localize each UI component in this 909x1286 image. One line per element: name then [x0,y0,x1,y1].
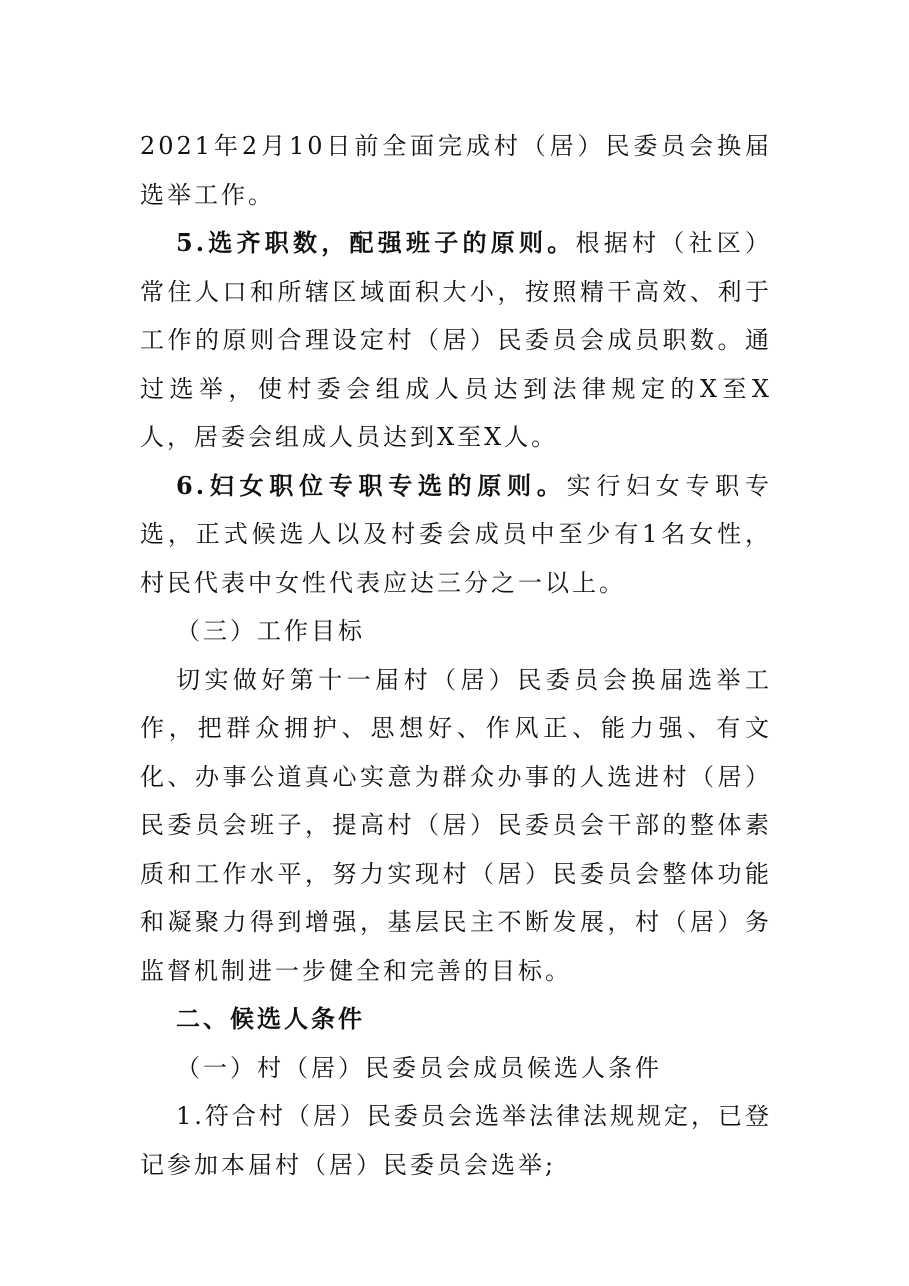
section-heading-candidate-conditions: 二、候选人条件 [176,1005,365,1033]
paragraph-principle-6 [140,462,772,608]
principle-5-body: 根据村（社区）常住人口和所辖区域面积大小，按照精干高效、利于工作的原则合理设定村（居）民委员会成员职数。通过选举，使村委会组成人员达到法律规定的X至X人，居委会组成人员达到X至X人。 [140,229,772,451]
principle-6-body: 实行妇女专职专选，正式候选人以及村委会成员中至少有1名女性，村民代表中女性代表应达三分之一以上。 [140,471,772,597]
document-body [140,122,772,1189]
paragraph-work-goals: 切实做好第十一届村（居）民委员会换届选举工作，把群众拥护、思想好、作风正、能力强、有文化、办事公道真心实意为群众办事的人选进村（居）民委员会班子，提高村（居）民委员会干部的整体素质和工作水平，努力实现村（居）民委员会整体功能和凝聚力得到增强，基层民主不断发展，村（居）务监督机制进一步健全和完善的目标。 [140,665,772,985]
paragraph-condition-1: 1.符合村（居）民委员会选举法律法规规定，已登记参加本届村（居）民委员会选举; [140,1102,772,1179]
paragraph-election-deadline: 2021年2月10日前全面完成村（居）民委员会换届选举工作。 [140,132,772,209]
sub-heading-committee-candidates: （一）村（居）民委员会成员候选人条件 [176,1053,662,1082]
principle-6-title: 6.妇女职位专职专选的原则。 [176,470,567,500]
paragraph-principle-5 [140,219,772,462]
sub-heading-work-goals: （三）工作目标 [176,617,365,645]
principle-5-title: 5.选齐职数，配强班子的原则。 [176,228,576,257]
